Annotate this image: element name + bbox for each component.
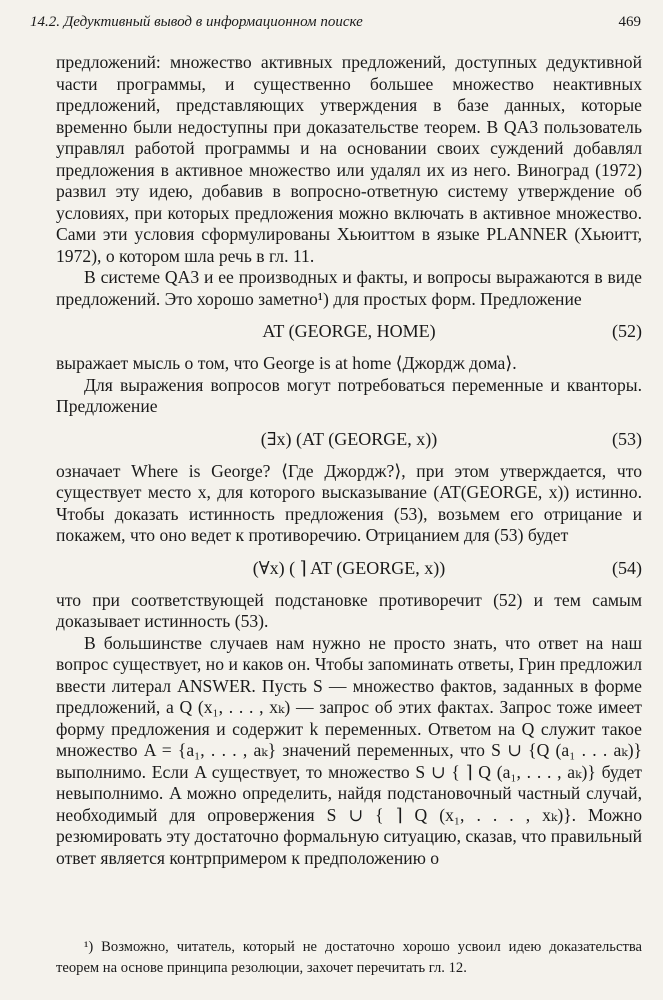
equation-formula: (∀x) ( ⌉ AT (GEORGE, x)) <box>252 557 446 578</box>
equation-formula: (∃x) (AT (GEORGE, x)) <box>260 428 438 449</box>
paragraph-4: Для выражения вопросов могут потребоваться переменные и кванторы. Предложение <box>56 374 642 416</box>
equation-number: (52) <box>612 321 642 341</box>
running-header <box>30 12 641 36</box>
paragraph-5: означает Where is George? ⟨Где Джордж?⟩, при этом утверждается, что существует место x, для которого высказывание (AT(GEORGE, x)) истинно. Чтобы доказать истинность предложения (53), возьмем его отрицание и покажем, что оно ведет к противоречию. Отрицанием для (53) будет <box>56 460 642 545</box>
paragraph-1: предложений: множество активных предложений, доступных дедуктивной части программы, и существенно большее множество неактивных предложений, представляющих утверждения в базе данных, которые временно были недоступны при доказательстве теорем. В QA3 пользователь управлял работой программы и на основании своих суждений добавлял предложения в активное множество или удалял их из него. Виноград (1972) развил эту идею, добавив в вопросно-ответную систему утверждение об условиях, при которых предложения можно включать в активное множество. Сами эти условия сформулированы Хьюиттом в языке PLANNER (Хьюитт, 1972), о котором шла речь в гл. 11. <box>56 52 642 266</box>
paragraph-2: В системе QA3 и ее производных и факты, и вопросы выражаются в виде предложений. Это хорошо заметно¹) для простых форм. Предложение <box>56 267 642 309</box>
paragraph-7: В большинстве случаев нам нужно не просто знать, что ответ на наш вопрос существует, но и каков он. Чтобы запоминать ответы, Грин предложил ввести литерал ANSWER. Пусть S — множество фактов, заданных в форме предложений, а Q (x₁, . . . , xₖ) — запрос об этих фактах. Запрос тоже имеет форму предложения и содержит k переменных. Ответом на Q служит такое множество A = {a₁, . . . , aₖ} значений переменных, что S ∪ {Q (a₁ . . . aₖ)} выполнимо. Если A существует, то множество S ∪ { ⌉ Q (a₁, . . . , aₖ)} будет невыполнимо. A можно определить, найдя подстановочный частный случай, необходимый для опровержения S ∪ { ⌉ Q (x₁, . . . , xₖ)}. Можно резюмировать эту достаточно формальную ситуацию, сказав, что правильный ответ является контрпримером к предположению о <box>56 632 642 868</box>
equation-number: (53) <box>612 428 642 449</box>
equation-54 <box>56 547 642 590</box>
page-number: 469 <box>618 14 641 30</box>
main-text <box>56 52 642 869</box>
paragraph-3: выражает мысль о том, что George is at home ⟨Джордж дома⟩. <box>56 353 517 373</box>
equation-52 <box>56 310 642 353</box>
equation-formula: AT (GEORGE, HOME) <box>262 321 436 341</box>
equation-number: (54) <box>612 557 642 578</box>
section-title: 14.2. Дедуктивный вывод в информационном поиске <box>30 14 363 30</box>
equation-53 <box>56 418 642 461</box>
paragraph-6: что при соответствующей подстановке противоречит (52) и тем самым доказывает истинность (53). <box>56 589 642 631</box>
footnote: ¹) Возможно, читатель, который не достаточно хорошо усвоил идею доказательства теорем на основе принципа резолюции, захочет перечитать гл. 12. <box>56 939 642 976</box>
